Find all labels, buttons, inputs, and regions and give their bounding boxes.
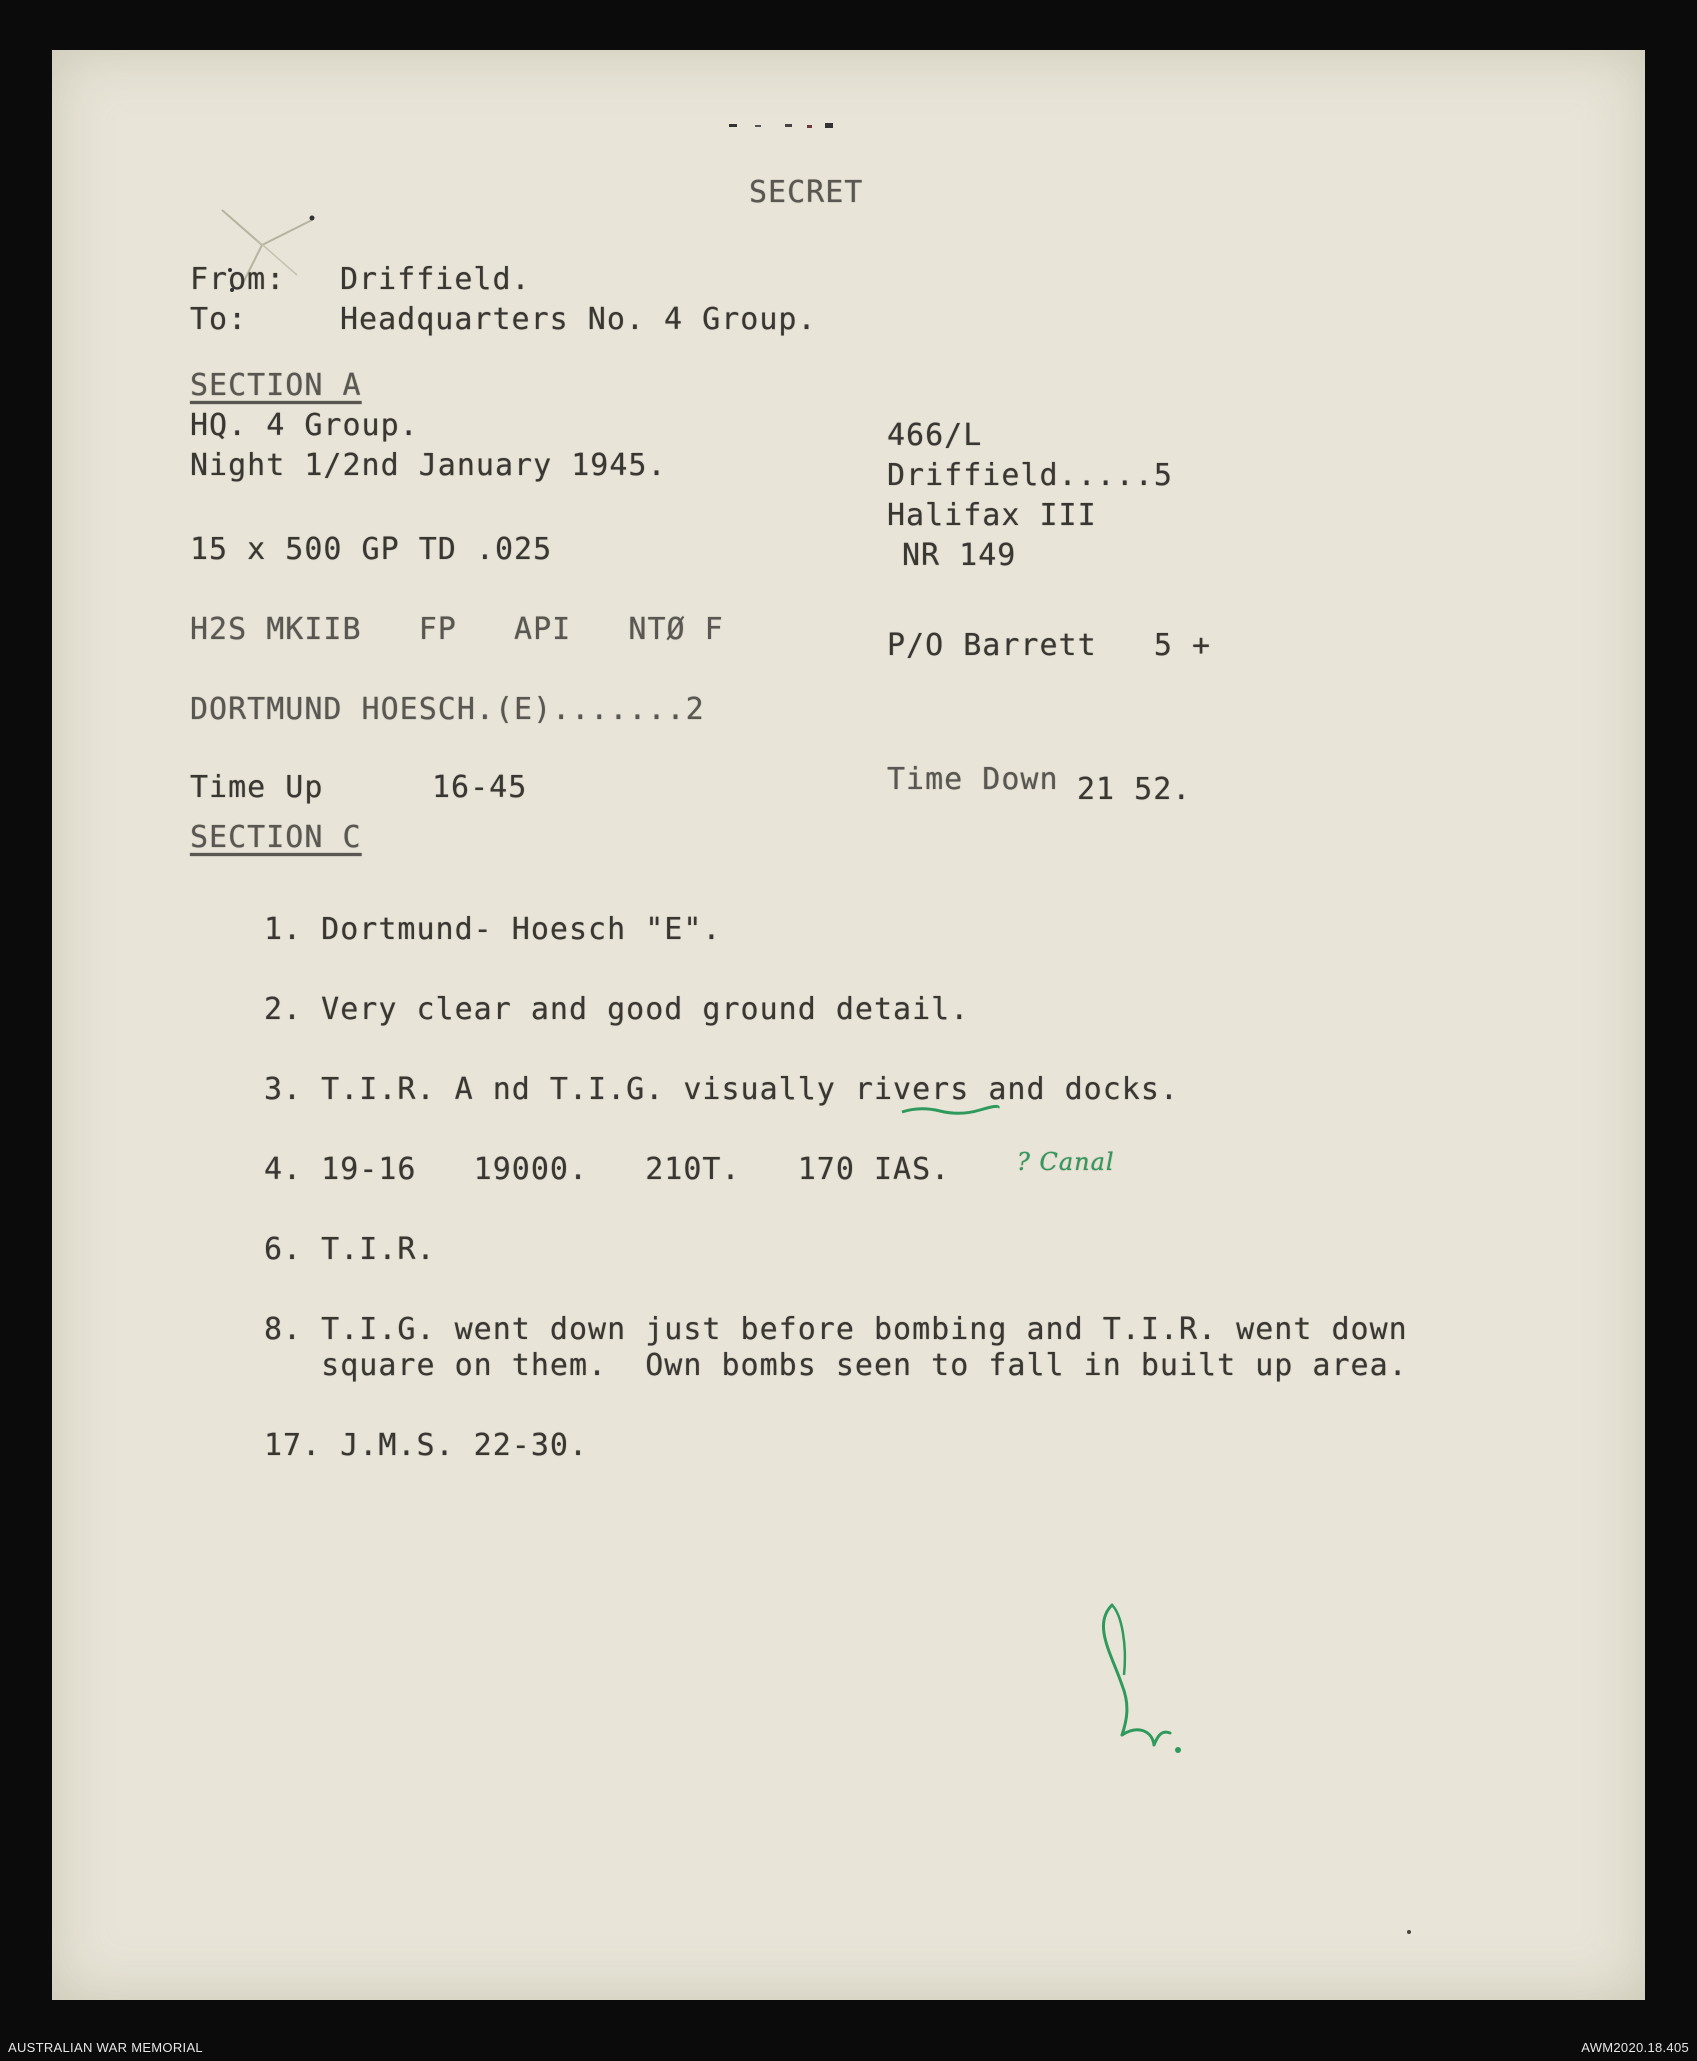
pilot-line: P/O Barrett 5 + bbox=[887, 628, 1212, 663]
section-c-item-4: 4. 19-16 19000. 210T. 170 IAS. bbox=[264, 1152, 951, 1187]
section-a-title: SECTION A bbox=[190, 368, 362, 403]
time-up-label: Time Up bbox=[190, 770, 324, 805]
aircraft-line: Halifax III bbox=[887, 498, 1097, 533]
section-c-item-3: 3. T.I.R. A nd T.I.G. visually rivers and docks. bbox=[264, 1072, 1179, 1107]
footer-accession-number: AWM2020.18.405 bbox=[1581, 2040, 1689, 2055]
green-initials-signature bbox=[1082, 1595, 1192, 1760]
target-line: DORTMUND HOESCH.(E).......2 bbox=[190, 692, 705, 727]
to-value: Headquarters No. 4 Group. bbox=[340, 302, 817, 337]
footer-institution: AUSTRALIAN WAR MEMORIAL bbox=[8, 2040, 203, 2055]
section-c-item-6: 6. T.I.R. bbox=[264, 1232, 436, 1267]
time-down-value: 21 52. bbox=[1077, 772, 1192, 807]
green-annotation: ? Canal bbox=[1017, 1148, 1115, 1176]
section-c-title: SECTION C bbox=[190, 820, 362, 855]
section-c-item-8-line1: 8. T.I.G. went down just before bombing and T.I.R. went down bbox=[264, 1312, 1408, 1347]
bomb-load-line: 15 x 500 GP TD .025 bbox=[190, 532, 553, 567]
equipment-line: H2S MKIIB FP API NTØ F bbox=[190, 612, 724, 647]
document-page bbox=[52, 50, 1645, 2000]
paper-speck bbox=[1407, 1930, 1411, 1934]
hq-line: HQ. 4 Group. bbox=[190, 408, 419, 443]
time-down-label: Time Down bbox=[887, 762, 1059, 797]
from-value: Driffield. bbox=[340, 262, 531, 297]
night-line: Night 1/2nd January 1945. bbox=[190, 448, 667, 483]
section-c-item-2: 2. Very clear and good ground detail. bbox=[264, 992, 970, 1027]
serial-line: NR 149 bbox=[902, 538, 1017, 573]
to-label: To: bbox=[190, 302, 248, 337]
time-up-value: 16-45 bbox=[432, 770, 528, 805]
station-line: Driffield.....5 bbox=[887, 458, 1173, 493]
section-c-item-17: 17. J.M.S. 22-30. bbox=[264, 1428, 589, 1463]
squadron-line: 466/L bbox=[887, 418, 983, 453]
green-underline-mark bbox=[900, 1102, 1000, 1118]
section-c-item-1: 1. Dortmund- Hoesch "E". bbox=[264, 912, 722, 947]
from-label: From: bbox=[190, 262, 286, 297]
section-c-item-8-line2: square on them. Own bombs seen to fall in built up area. bbox=[264, 1348, 1408, 1383]
top-ink-marks bbox=[727, 120, 837, 132]
secret-heading: SECRET bbox=[749, 175, 864, 210]
